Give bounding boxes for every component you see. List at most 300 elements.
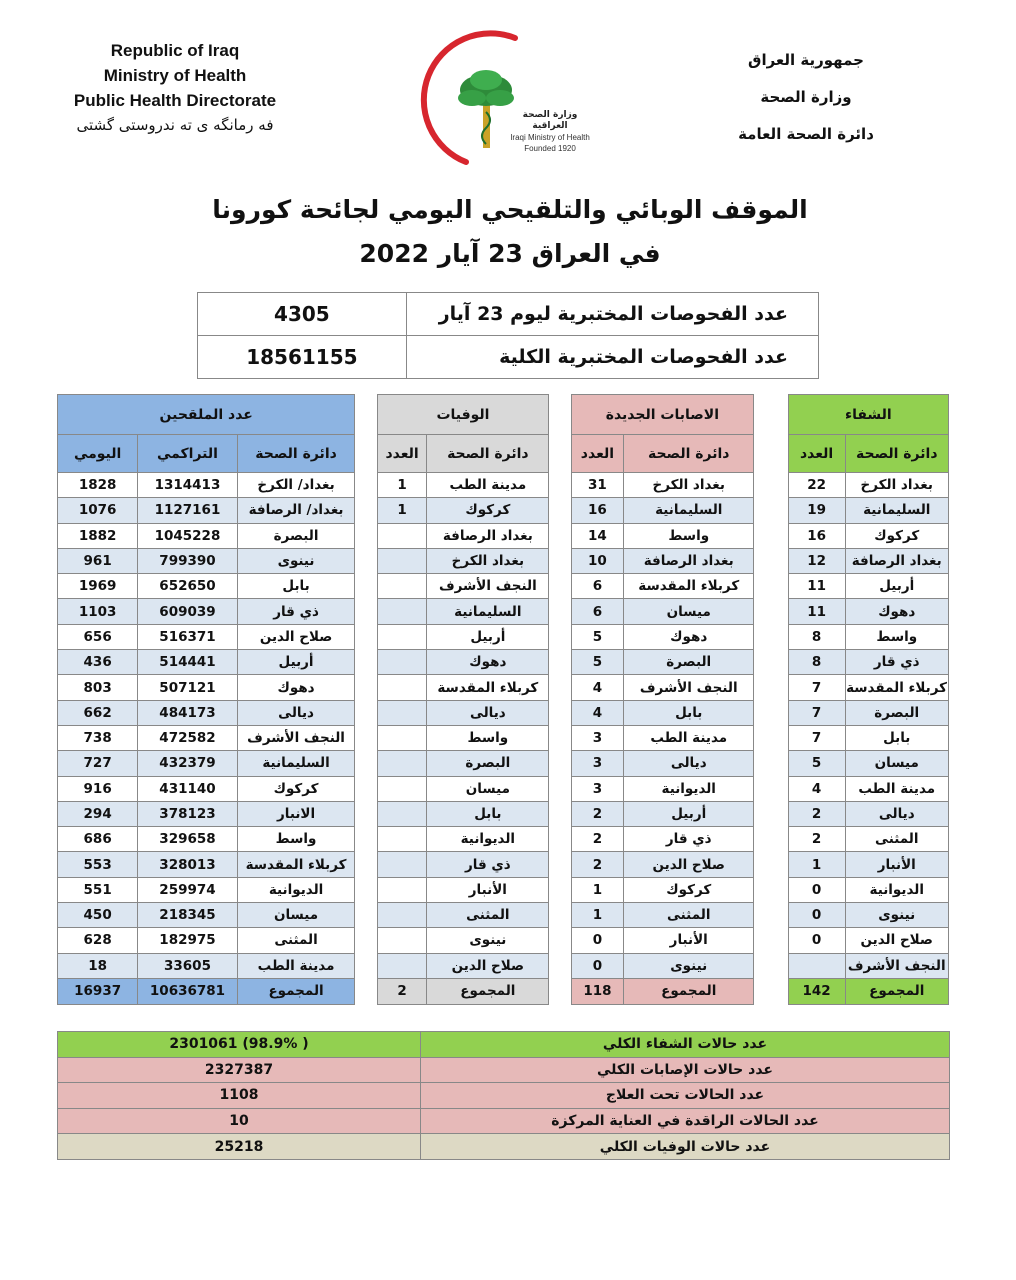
spacer — [754, 903, 789, 928]
cell-new-dir: بغداد الكرخ — [624, 473, 754, 498]
cell-vac-dir: بغداد/ الكرخ — [237, 473, 355, 498]
cell-new-dir: ديالى — [624, 751, 754, 776]
cell-new-count: 1 — [571, 903, 624, 928]
spacer — [549, 751, 571, 776]
cell-death-count — [377, 725, 427, 750]
cell-vac-daily: 1969 — [58, 574, 138, 599]
cell-vac-dir: النجف الأشرف — [237, 725, 355, 750]
spacer — [754, 599, 789, 624]
spacer — [549, 827, 571, 852]
cell-new-count: 6 — [571, 599, 624, 624]
cell-death-dir: دهوك — [427, 650, 549, 675]
col-vac-dir: دائرة الصحة — [237, 435, 355, 473]
cell-recovery-dir: بابل — [845, 725, 949, 750]
cell-vac-daily: 686 — [58, 827, 138, 852]
summary-value: 25218 — [58, 1134, 421, 1160]
cell-recovery-dir: صلاح الدين — [845, 928, 949, 953]
table-row — [58, 903, 949, 928]
spacer — [355, 903, 377, 928]
spacer — [549, 725, 571, 750]
total-vac-daily: 16937 — [58, 978, 138, 1004]
col-death-dir: دائرة الصحة — [427, 435, 549, 473]
cell-vac-daily: 727 — [58, 751, 138, 776]
spacer — [754, 827, 789, 852]
cell-vac-daily: 1076 — [58, 498, 138, 523]
title-line-2: في العراق 23 آيار 2022 — [359, 239, 661, 268]
header-ar-line-2: وزارة الصحة — [760, 88, 852, 106]
column-header-row — [58, 435, 949, 473]
cell-recovery-dir: السليمانية — [845, 498, 949, 523]
table-row — [58, 498, 949, 523]
lab-daily-value: 4305 — [198, 293, 407, 336]
spacer — [355, 751, 377, 776]
cell-vac-cumulative: 1045228 — [138, 523, 237, 548]
cell-vac-dir: أربيل — [237, 650, 355, 675]
col-death-count: العدد — [377, 435, 427, 473]
cell-vac-cumulative: 218345 — [138, 903, 237, 928]
spacer — [549, 473, 571, 498]
cell-new-count: 1 — [571, 877, 624, 902]
spacer — [549, 574, 571, 599]
cell-death-count — [377, 877, 427, 902]
lab-daily-row — [198, 293, 819, 336]
spacer — [355, 599, 377, 624]
cell-vac-daily: 656 — [58, 624, 138, 649]
cell-death-count — [377, 650, 427, 675]
cell-vac-cumulative: 431140 — [138, 776, 237, 801]
col-recovery-count: العدد — [788, 435, 845, 473]
spacer — [355, 978, 377, 1004]
header-kurdish-line: فه رمانگه ی ته ندروستی گشتی — [76, 116, 274, 134]
section-recovery: الشفاء — [788, 395, 948, 435]
spacer — [355, 548, 377, 573]
table-row — [58, 650, 949, 675]
logo-caption-arabic: وزارة الصحة العراقية — [522, 110, 578, 131]
cell-recovery-count: 19 — [788, 498, 845, 523]
cell-vac-cumulative: 33605 — [138, 953, 237, 978]
cell-new-dir: كربلاء المقدسة — [624, 574, 754, 599]
cell-vac-dir: ديالى — [237, 700, 355, 725]
cell-death-count — [377, 827, 427, 852]
cell-vac-daily: 738 — [58, 725, 138, 750]
col-recovery-dir: دائرة الصحة — [845, 435, 949, 473]
table-row — [58, 877, 949, 902]
table-row — [58, 473, 949, 498]
cell-recovery-count: 1 — [788, 852, 845, 877]
cell-new-dir: دهوك — [624, 624, 754, 649]
spacer — [754, 700, 789, 725]
cell-recovery-count: 8 — [788, 624, 845, 649]
cell-vac-daily: 628 — [58, 928, 138, 953]
table-row — [58, 725, 949, 750]
cell-death-count — [377, 675, 427, 700]
cell-new-dir: نينوى — [624, 953, 754, 978]
cell-vac-dir: ذي قار — [237, 599, 355, 624]
cell-recovery-count: 4 — [788, 776, 845, 801]
spacer — [355, 725, 377, 750]
cell-death-count — [377, 903, 427, 928]
spacer — [355, 523, 377, 548]
spacer — [355, 928, 377, 953]
spacer — [549, 675, 571, 700]
cell-death-dir: بغداد الكرخ — [427, 548, 549, 573]
cell-vac-cumulative: 507121 — [138, 675, 237, 700]
spacer — [549, 877, 571, 902]
spacer — [754, 498, 789, 523]
cell-recovery-dir: البصرة — [845, 700, 949, 725]
cell-death-dir: المثنى — [427, 903, 549, 928]
spacer — [754, 650, 789, 675]
cell-death-count — [377, 928, 427, 953]
col-vac-cumulative: التراكمي — [138, 435, 237, 473]
cell-death-dir: أربيل — [427, 624, 549, 649]
spacer — [355, 801, 377, 826]
cell-new-count: 5 — [571, 624, 624, 649]
cell-vac-dir: بغداد/ الرصافة — [237, 498, 355, 523]
table-row — [58, 801, 949, 826]
header-ar-line-1: جمهورية العراق — [748, 51, 864, 69]
spacer — [355, 700, 377, 725]
table-row — [58, 751, 949, 776]
total-recovery-value: 142 — [788, 978, 845, 1004]
cell-recovery-dir: الأنبار — [845, 852, 949, 877]
table-row — [58, 776, 949, 801]
cell-vac-cumulative: 652650 — [138, 574, 237, 599]
cell-vac-daily: 551 — [58, 877, 138, 902]
spacer — [754, 395, 789, 435]
cell-death-dir: ديالى — [427, 700, 549, 725]
cell-death-count: 1 — [377, 473, 427, 498]
cell-vac-dir: مدينة الطب — [237, 953, 355, 978]
cell-death-count: 1 — [377, 498, 427, 523]
cell-vac-dir: دهوك — [237, 675, 355, 700]
cell-vac-dir: الانبار — [237, 801, 355, 826]
cell-death-count — [377, 852, 427, 877]
spacer — [549, 852, 571, 877]
header-arabic — [706, 42, 906, 153]
cell-vac-dir: كربلاء المقدسة — [237, 852, 355, 877]
summary-row — [58, 1134, 950, 1160]
cell-vac-cumulative: 484173 — [138, 700, 237, 725]
cell-vac-dir: الديوانية — [237, 877, 355, 902]
cell-vac-cumulative: 1314413 — [138, 473, 237, 498]
cell-new-count: 4 — [571, 700, 624, 725]
spacer — [355, 776, 377, 801]
cell-recovery-dir: بغداد الرصافة — [845, 548, 949, 573]
cell-recovery-dir: كركوك — [845, 523, 949, 548]
summary-label: عدد حالات الشفاء الكلي — [421, 1032, 950, 1058]
cell-vac-cumulative: 182975 — [138, 928, 237, 953]
cell-vac-daily: 662 — [58, 700, 138, 725]
spacer — [754, 953, 789, 978]
cell-vac-dir: السليمانية — [237, 751, 355, 776]
cell-new-count: 3 — [571, 725, 624, 750]
spacer — [754, 978, 789, 1004]
spacer — [754, 574, 789, 599]
cell-new-count: 14 — [571, 523, 624, 548]
table-row — [58, 852, 949, 877]
cell-recovery-count: 11 — [788, 574, 845, 599]
lab-tests-table — [197, 292, 819, 379]
cell-recovery-count: 0 — [788, 877, 845, 902]
cell-death-count — [377, 953, 427, 978]
cell-recovery-dir: ديالى — [845, 801, 949, 826]
table-row — [58, 928, 949, 953]
section-vaccinated: عدد الملقحين — [58, 395, 355, 435]
spacer — [355, 498, 377, 523]
cell-recovery-count: 0 — [788, 928, 845, 953]
spacer — [754, 725, 789, 750]
cell-vac-daily: 294 — [58, 801, 138, 826]
total-deaths-value: 2 — [377, 978, 427, 1004]
cell-new-dir: النجف الأشرف — [624, 675, 754, 700]
logo-caption — [505, 110, 595, 154]
summary-row — [58, 1108, 950, 1134]
col-new-dir: دائرة الصحة — [624, 435, 754, 473]
cell-vac-dir: كركوك — [237, 776, 355, 801]
spacer — [754, 624, 789, 649]
cell-vac-cumulative: 799390 — [138, 548, 237, 573]
col-new-count: العدد — [571, 435, 624, 473]
spacer — [549, 700, 571, 725]
spacer — [754, 523, 789, 548]
spacer — [549, 395, 571, 435]
cell-death-dir: بابل — [427, 801, 549, 826]
col-vac-daily: اليومي — [58, 435, 138, 473]
cell-recovery-dir: ذي قار — [845, 650, 949, 675]
cell-recovery-dir: دهوك — [845, 599, 949, 624]
daily-stats-table — [57, 394, 949, 1005]
header-english — [60, 38, 290, 138]
spacer — [549, 523, 571, 548]
cell-death-dir: الديوانية — [427, 827, 549, 852]
cell-new-count: 5 — [571, 650, 624, 675]
cell-new-count: 16 — [571, 498, 624, 523]
logo-caption-english: Iraqi Ministry of Health — [510, 133, 590, 142]
spacer — [355, 650, 377, 675]
spacer — [549, 928, 571, 953]
spacer — [754, 877, 789, 902]
cell-vac-daily: 961 — [58, 548, 138, 573]
cell-new-dir: ذي قار — [624, 827, 754, 852]
cell-death-count — [377, 574, 427, 599]
cell-death-dir: البصرة — [427, 751, 549, 776]
spacer — [355, 574, 377, 599]
summary-table — [57, 1031, 950, 1160]
cell-death-count — [377, 624, 427, 649]
spacer — [754, 548, 789, 573]
page-title — [180, 188, 840, 276]
cell-vac-dir: البصرة — [237, 523, 355, 548]
cell-recovery-count: 12 — [788, 548, 845, 573]
total-vac-cumulative: 10636781 — [138, 978, 237, 1004]
spacer — [355, 953, 377, 978]
spacer — [355, 473, 377, 498]
cell-new-count: 6 — [571, 574, 624, 599]
header-ar-line-3: دائرة الصحة العامة — [738, 125, 874, 143]
summary-label: عدد الحالات الراقدة في العناية المركزة — [421, 1108, 950, 1134]
cell-death-count — [377, 523, 427, 548]
section-header-row — [58, 395, 949, 435]
table-row — [58, 574, 949, 599]
spacer — [549, 903, 571, 928]
cell-vac-daily: 803 — [58, 675, 138, 700]
spacer — [355, 852, 377, 877]
total-vac-label: المجموع — [237, 978, 355, 1004]
cell-new-dir: مدينة الطب — [624, 725, 754, 750]
cell-new-dir: بغداد الرصافة — [624, 548, 754, 573]
cell-recovery-count: 7 — [788, 725, 845, 750]
cell-new-count: 10 — [571, 548, 624, 573]
spacer — [549, 650, 571, 675]
section-new-cases: الاصابات الجديدة — [571, 395, 754, 435]
cell-new-count: 2 — [571, 852, 624, 877]
cell-recovery-count: 5 — [788, 751, 845, 776]
cell-death-dir: نينوى — [427, 928, 549, 953]
cell-vac-daily: 436 — [58, 650, 138, 675]
spacer — [754, 852, 789, 877]
cell-vac-cumulative: 516371 — [138, 624, 237, 649]
cell-vac-dir: واسط — [237, 827, 355, 852]
spacer — [549, 953, 571, 978]
cell-vac-daily: 1103 — [58, 599, 138, 624]
cell-new-dir: المثنى — [624, 903, 754, 928]
cell-recovery-dir: بغداد الكرخ — [845, 473, 949, 498]
summary-label: عدد حالات الإصابات الكلي — [421, 1057, 950, 1083]
table-row — [58, 624, 949, 649]
total-new-label: المجموع — [624, 978, 754, 1004]
summary-value: 10 — [58, 1108, 421, 1134]
cell-new-dir: الأنبار — [624, 928, 754, 953]
cell-death-count — [377, 599, 427, 624]
spacer — [355, 877, 377, 902]
spacer — [754, 801, 789, 826]
cell-new-count: 0 — [571, 953, 624, 978]
total-deaths-label: المجموع — [427, 978, 549, 1004]
summary-row — [58, 1083, 950, 1109]
spacer — [549, 435, 571, 473]
spacer — [355, 435, 377, 473]
cell-recovery-dir: ميسان — [845, 751, 949, 776]
header-en-line-2: Ministry of Health — [103, 66, 247, 85]
header-en-line-3: Public Health Directorate — [73, 91, 277, 110]
cell-death-dir: مدينة الطب — [427, 473, 549, 498]
cell-recovery-dir: مدينة الطب — [845, 776, 949, 801]
cell-vac-cumulative: 378123 — [138, 801, 237, 826]
cell-death-dir: النجف الأشرف — [427, 574, 549, 599]
summary-label: عدد الحالات تحت العلاج — [421, 1083, 950, 1109]
cell-vac-dir: نينوى — [237, 548, 355, 573]
cell-recovery-count: 2 — [788, 801, 845, 826]
summary-value: 2301061 (98.9% ) — [58, 1032, 421, 1058]
cell-vac-dir: صلاح الدين — [237, 624, 355, 649]
cell-vac-daily: 18 — [58, 953, 138, 978]
cell-vac-dir: المثنى — [237, 928, 355, 953]
cell-recovery-count: 22 — [788, 473, 845, 498]
cell-death-dir: كربلاء المقدسة — [427, 675, 549, 700]
cell-new-dir: البصرة — [624, 650, 754, 675]
cell-death-count — [377, 776, 427, 801]
cell-death-dir: السليمانية — [427, 599, 549, 624]
spacer — [754, 675, 789, 700]
cell-vac-daily: 450 — [58, 903, 138, 928]
table-row — [58, 599, 949, 624]
summary-value: 1108 — [58, 1083, 421, 1109]
spacer — [754, 928, 789, 953]
cell-vac-dir: ميسان — [237, 903, 355, 928]
cell-recovery-count: 7 — [788, 700, 845, 725]
cell-death-dir: صلاح الدين — [427, 953, 549, 978]
lab-total-label: عدد الفحوصات المختبرية الكلية — [406, 336, 818, 379]
cell-death-count — [377, 548, 427, 573]
table-row — [58, 700, 949, 725]
cell-new-dir: السليمانية — [624, 498, 754, 523]
cell-new-dir: بابل — [624, 700, 754, 725]
cell-vac-cumulative: 472582 — [138, 725, 237, 750]
cell-new-count: 3 — [571, 776, 624, 801]
spacer — [355, 675, 377, 700]
summary-label: عدد حالات الوفيات الكلي — [421, 1134, 950, 1160]
cell-new-dir: الديوانية — [624, 776, 754, 801]
cell-vac-cumulative: 1127161 — [138, 498, 237, 523]
cell-death-count — [377, 751, 427, 776]
cell-recovery-dir: الديوانية — [845, 877, 949, 902]
cell-new-count: 31 — [571, 473, 624, 498]
spacer — [754, 751, 789, 776]
cell-recovery-count: 8 — [788, 650, 845, 675]
cell-recovery-dir: أربيل — [845, 574, 949, 599]
cell-death-dir: كركوك — [427, 498, 549, 523]
cell-death-dir: واسط — [427, 725, 549, 750]
cell-vac-cumulative: 328013 — [138, 852, 237, 877]
spacer — [754, 435, 789, 473]
cell-death-dir: ميسان — [427, 776, 549, 801]
spacer — [355, 395, 377, 435]
cell-death-count — [377, 700, 427, 725]
spacer — [355, 827, 377, 852]
cell-vac-daily: 553 — [58, 852, 138, 877]
cell-recovery-dir: كربلاء المقدسة — [845, 675, 949, 700]
table-row — [58, 953, 949, 978]
summary-row — [58, 1057, 950, 1083]
summary-row — [58, 1032, 950, 1058]
cell-recovery-count: 16 — [788, 523, 845, 548]
cell-vac-daily: 1882 — [58, 523, 138, 548]
cell-recovery-dir: المثنى — [845, 827, 949, 852]
spacer — [355, 624, 377, 649]
spacer — [754, 473, 789, 498]
cell-vac-cumulative: 432379 — [138, 751, 237, 776]
title-line-1: الموقف الوبائي والتلقيحي اليومي لجائحة كورونا — [212, 195, 808, 224]
spacer — [549, 801, 571, 826]
cell-vac-dir: بابل — [237, 574, 355, 599]
spacer — [549, 498, 571, 523]
cell-vac-cumulative: 514441 — [138, 650, 237, 675]
cell-vac-cumulative: 259974 — [138, 877, 237, 902]
cell-recovery-dir: النجف الأشرف — [845, 953, 949, 978]
cell-new-count: 2 — [571, 827, 624, 852]
lab-total-value: 18561155 — [198, 336, 407, 379]
lab-total-row — [198, 336, 819, 379]
cell-new-dir: واسط — [624, 523, 754, 548]
cell-vac-cumulative: 329658 — [138, 827, 237, 852]
header-en-line-1: Republic of Iraq — [110, 41, 240, 60]
cell-vac-daily: 1828 — [58, 473, 138, 498]
cell-recovery-dir: واسط — [845, 624, 949, 649]
total-new-value: 118 — [571, 978, 624, 1004]
summary-value: 2327387 — [58, 1057, 421, 1083]
spacer — [549, 624, 571, 649]
